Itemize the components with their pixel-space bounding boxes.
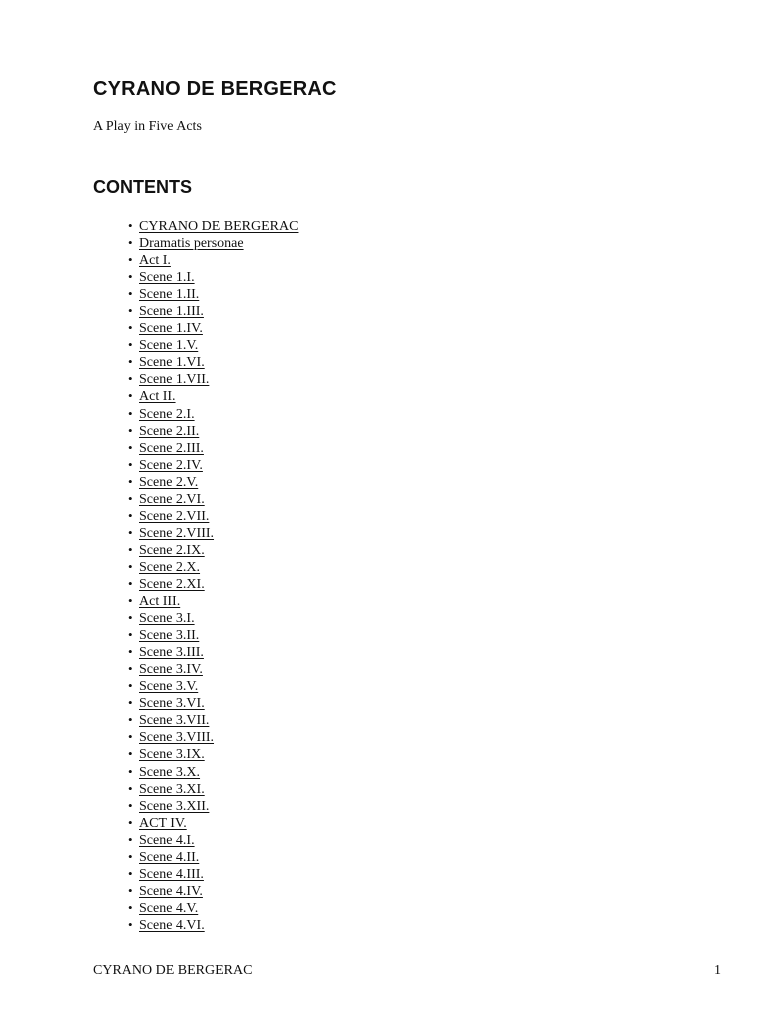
toc-item [128,745,298,762]
toc-item [128,899,298,916]
toc-item [128,848,298,865]
toc-item [128,677,298,694]
toc-item [128,643,298,660]
toc-link[interactable]: Scene 3.V. [139,679,199,695]
toc-item [128,763,298,780]
toc-item [128,831,298,848]
toc-link[interactable]: Scene 1.I. [139,270,195,286]
toc-link[interactable]: Scene 2.X. [139,559,201,575]
bullet-icon: • [128,490,133,506]
toc-link[interactable]: Scene 3.XII. [139,798,210,814]
table-of-contents [128,217,298,933]
bullet-icon: • [128,473,133,489]
toc-link[interactable]: Scene 2.IV. [139,457,203,473]
toc-link[interactable]: Scene 3.VIII. [139,730,215,746]
toc-link[interactable]: Scene 1.VI. [139,355,205,371]
toc-link[interactable]: Scene 2.VI. [139,491,205,507]
toc-item [128,456,298,473]
toc-item [128,694,298,711]
toc-item [128,251,298,268]
document-title: CYRANO DE BERGERAC [93,78,337,100]
bullet-icon: • [128,524,133,540]
toc-link[interactable]: Scene 3.II. [139,628,200,644]
toc-link[interactable]: Scene 2.XI. [139,576,205,592]
bullet-icon: • [128,405,133,421]
bullet-icon: • [128,916,133,932]
toc-link[interactable]: Scene 3.VI. [139,696,205,712]
toc-item [128,473,298,490]
toc-item [128,575,298,592]
toc-link[interactable]: Scene 3.IX. [139,747,205,763]
bullet-icon: • [128,610,133,626]
toc-link[interactable]: Scene 2.V. [139,474,199,490]
toc-link[interactable]: Scene 3.I. [139,611,195,627]
toc-link[interactable]: Scene 4.V. [139,900,199,916]
page-number: 1 [714,963,721,978]
toc-link[interactable]: ACT IV. [139,815,187,831]
toc-link[interactable]: Scene 2.III. [139,440,204,456]
bullet-icon: • [128,337,133,353]
toc-link[interactable]: Scene 3.XI. [139,781,205,797]
toc-link[interactable]: Scene 4.I. [139,832,195,848]
bullet-icon: • [128,303,133,319]
toc-link[interactable]: Scene 1.V. [139,338,199,354]
toc-link[interactable]: Act I. [139,253,171,269]
bullet-icon: • [128,252,133,268]
toc-link[interactable]: Scene 1.II. [139,287,200,303]
bullet-icon: • [128,797,133,813]
bullet-icon: • [128,712,133,728]
bullet-icon: • [128,286,133,302]
toc-link[interactable]: Scene 4.IV. [139,883,203,899]
toc-item [128,268,298,285]
bullet-icon: • [128,439,133,455]
toc-link[interactable]: Scene 3.III. [139,645,204,661]
bullet-icon: • [128,269,133,285]
bullet-icon: • [128,235,133,251]
bullet-icon: • [128,558,133,574]
bullet-icon: • [128,575,133,591]
bullet-icon: • [128,320,133,336]
bullet-icon: • [128,746,133,762]
bullet-icon: • [128,371,133,387]
toc-item [128,302,298,319]
toc-item [128,387,298,404]
bullet-icon: • [128,627,133,643]
bullet-icon: • [128,507,133,523]
toc-link[interactable]: Scene 2.VIII. [139,525,215,541]
toc-link[interactable]: Scene 4.VI. [139,917,205,933]
bullet-icon: • [128,661,133,677]
contents-heading: CONTENTS [93,177,192,197]
toc-item [128,660,298,677]
toc-link[interactable]: Act II. [139,389,176,405]
toc-link[interactable]: Scene 2.I. [139,406,195,422]
toc-link[interactable]: Scene 2.II. [139,423,200,439]
toc-item [128,524,298,541]
toc-link[interactable]: Scene 2.IX. [139,542,205,558]
toc-link[interactable]: Scene 4.III. [139,866,204,882]
toc-item [128,507,298,524]
bullet-icon: • [128,763,133,779]
toc-item [128,865,298,882]
toc-link[interactable]: Scene 3.IV. [139,662,203,678]
toc-item [128,711,298,728]
toc-link[interactable]: Dramatis personae [139,236,244,252]
toc-item [128,541,298,558]
bullet-icon: • [128,354,133,370]
bullet-icon: • [128,814,133,830]
toc-item [128,336,298,353]
toc-item [128,353,298,370]
toc-link[interactable]: Scene 1.VII. [139,372,210,388]
toc-item [128,882,298,899]
toc-item [128,558,298,575]
toc-link[interactable]: Scene 3.X. [139,764,201,780]
toc-item [128,217,298,234]
toc-link[interactable]: Scene 3.VII. [139,713,210,729]
toc-item [128,797,298,814]
toc-item [128,234,298,251]
toc-item [128,405,298,422]
document-subtitle: A Play in Five Acts [93,119,202,134]
bullet-icon: • [128,678,133,694]
toc-item [128,319,298,336]
bullet-icon: • [128,848,133,864]
bullet-icon: • [128,865,133,881]
footer-title: CYRANO DE BERGERAC [93,963,253,978]
toc-item [128,370,298,387]
toc-item [128,626,298,643]
toc-item [128,422,298,439]
toc-link[interactable]: Scene 1.IV. [139,321,203,337]
toc-link[interactable]: Act III. [139,594,181,610]
bullet-icon: • [128,882,133,898]
toc-item [128,592,298,609]
toc-item [128,814,298,831]
bullet-icon: • [128,218,133,233]
toc-item [128,780,298,797]
bullet-icon: • [128,729,133,745]
toc-item [128,609,298,626]
bullet-icon: • [128,456,133,472]
toc-link[interactable]: Scene 1.III. [139,304,204,320]
toc-link[interactable]: Scene 4.II. [139,849,200,865]
bullet-icon: • [128,422,133,438]
toc-link[interactable]: Scene 2.VII. [139,508,210,524]
bullet-icon: • [128,780,133,796]
toc-link[interactable]: CYRANO DE BERGERAC [139,219,299,234]
bullet-icon: • [128,541,133,557]
bullet-icon: • [128,388,133,404]
bullet-icon: • [128,899,133,915]
bullet-icon: • [128,593,133,609]
bullet-icon: • [128,644,133,660]
toc-item [128,285,298,302]
toc-item [128,916,298,933]
toc-item [128,728,298,745]
bullet-icon: • [128,831,133,847]
toc-item [128,490,298,507]
bullet-icon: • [128,695,133,711]
toc-item [128,439,298,456]
